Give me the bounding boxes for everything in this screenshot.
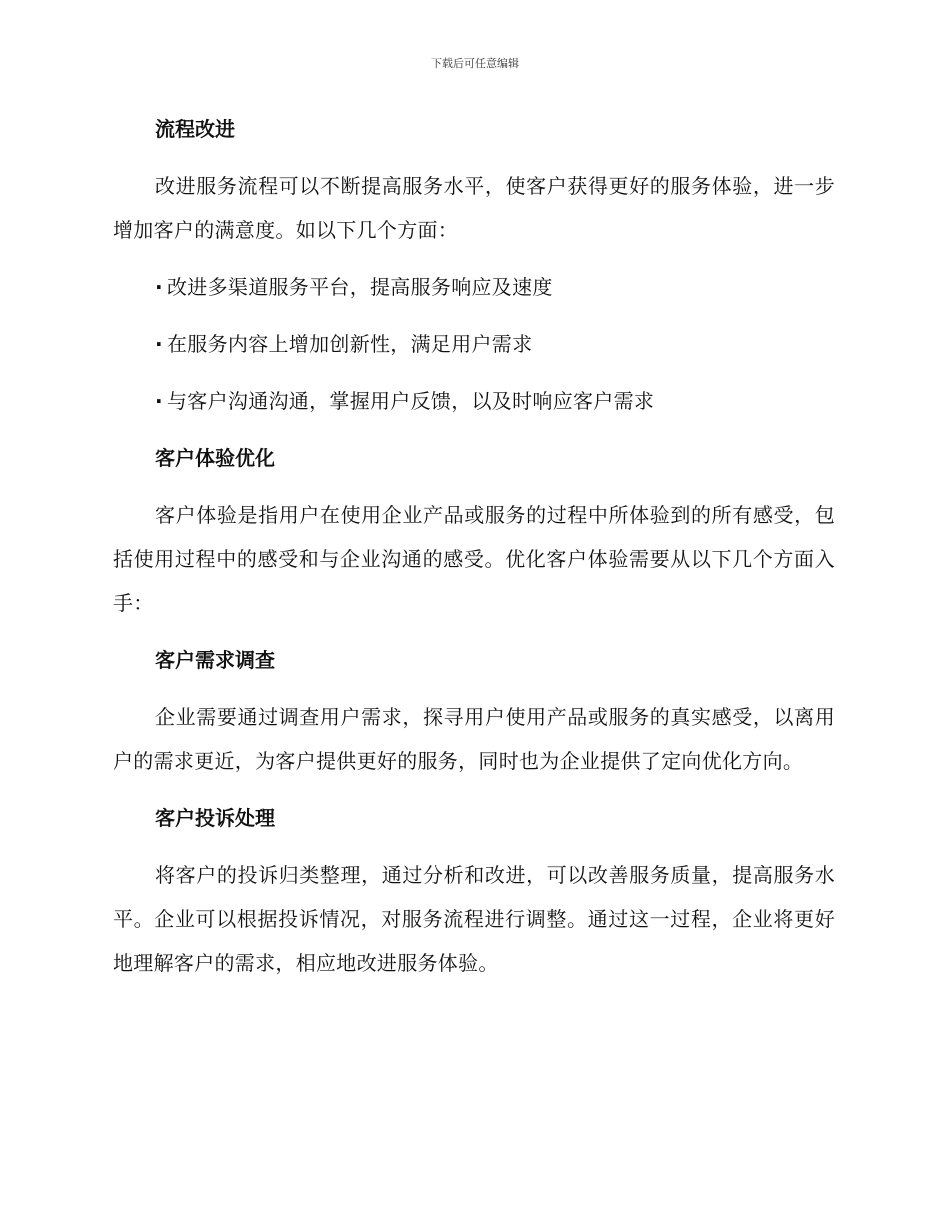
bullet-text: 改进多渠道服务平台，提高服务响应及速度 <box>167 275 553 299</box>
bullet-text: 在服务内容上增加创新性，满足用户需求 <box>167 332 533 356</box>
page-header-note: 下载后可任意编辑 <box>431 57 519 70</box>
section-heading-complaint: 客户投诉处理 <box>155 806 275 830</box>
bullet-item <box>113 379 835 423</box>
section-paragraph-experience: 客户体验是指用户在使用企业产品或服务的过程中所体验到的所有感受，包括使用过程中的感受和与企业沟通的感受。优化客户体验需要从以下几个方面入手： <box>113 503 835 615</box>
section-paragraph-process: 改进服务流程可以不断提高服务水平，使客户获得更好的服务体验，进一步增加客户的满意度。如以下几个方面： <box>113 174 835 242</box>
bullet-text: 与客户沟通沟通，掌握用户反馈，以及时响应客户需求 <box>167 389 655 413</box>
section-paragraph-survey: 企业需要通过调查用户需求，探寻用户使用产品或服务的真实感受，以离用户的需求更近，为客户提供更好的服务，同时也为企业提供了定向优化方向。 <box>113 705 835 773</box>
bullet-symbol: · <box>155 275 163 299</box>
bullet-item <box>113 265 835 309</box>
bullet-item <box>113 322 835 366</box>
section-heading-experience: 客户体验优化 <box>155 446 275 470</box>
bullet-symbol: · <box>155 332 163 356</box>
section-heading-survey: 客户需求调查 <box>155 648 275 672</box>
bullet-symbol: · <box>155 389 163 413</box>
section-heading-process: 流程改进 <box>155 117 235 141</box>
section-paragraph-complaint: 将客户的投诉归类整理，通过分析和改进，可以改善服务质量，提高服务水平。企业可以根据投诉情况，对服务流程进行调整。通过这一过程，企业将更好地理解客户的需求，相应地改进服务体验。 <box>113 863 835 975</box>
document-body <box>113 107 835 998</box>
